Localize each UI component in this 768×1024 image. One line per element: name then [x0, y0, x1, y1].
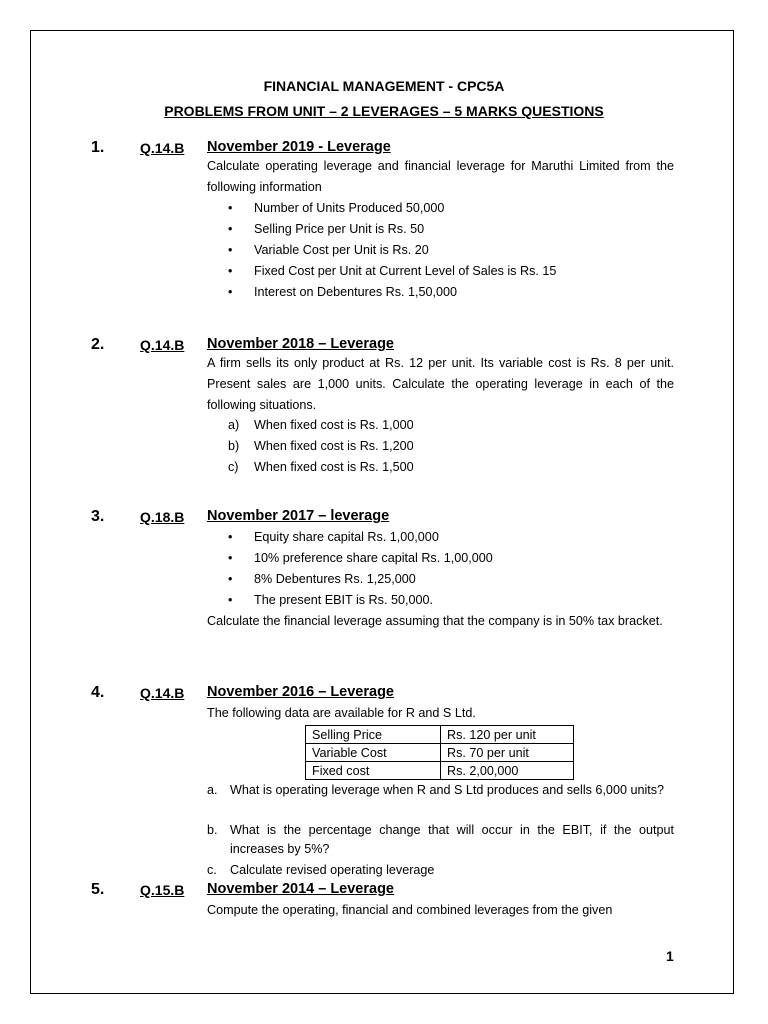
- list-item: [228, 219, 424, 240]
- question-number: 5.: [91, 881, 105, 898]
- list-item-text: The present EBIT is Rs. 50,000.: [254, 593, 433, 607]
- page-number: 1: [666, 948, 674, 964]
- question-number: 2.: [91, 336, 105, 353]
- table-cell: Variable Cost: [306, 744, 441, 762]
- list-item: [228, 548, 493, 569]
- bullet-icon: •: [228, 551, 233, 565]
- question-code: Q.14.B: [140, 140, 185, 156]
- list-marker: b): [228, 439, 240, 453]
- list-marker: b.: [207, 823, 218, 837]
- list-item-text: Number of Units Produced 50,000: [254, 201, 445, 215]
- list-item: [228, 261, 556, 282]
- bullet-icon: •: [228, 530, 233, 544]
- question-code: Q.18.B: [140, 509, 185, 525]
- question-number: 4.: [91, 684, 105, 701]
- bullet-icon: •: [228, 264, 233, 278]
- list-item-text: What is operating leverage when R and S Ltd produces and sells 6,000 units?: [230, 783, 665, 797]
- bullet-icon: •: [228, 593, 233, 607]
- bullet-icon: •: [228, 222, 233, 236]
- table-row: [306, 744, 574, 762]
- list-item-text: 8% Debentures Rs. 1,25,000: [254, 572, 416, 586]
- table-cell: Fixed cost: [306, 762, 441, 780]
- question-text: Compute the operating, financial and combined leverages from the given: [207, 903, 613, 917]
- list-item-text: Fixed Cost per Unit at Current Level of Sales is Rs. 15: [254, 264, 557, 278]
- list-item-text: Interest on Debentures Rs. 1,50,000: [254, 285, 458, 299]
- question-code: Q.14.B: [140, 337, 185, 353]
- document-subtitle: PROBLEMS FROM UNIT – 2 LEVERAGES – 5 MARKS QUESTIONS: [164, 103, 604, 119]
- list-item: [228, 569, 416, 590]
- list-item-text: Selling Price per Unit is Rs. 50: [254, 222, 425, 236]
- question-number: 3.: [91, 508, 105, 525]
- table-cell: Rs. 2,00,000: [441, 762, 574, 780]
- table-cell: Rs. 120 per unit: [441, 726, 574, 744]
- question-text: Calculate operating leverage and financial leverage for Maruthi Limited from the following information: [207, 159, 674, 194]
- list-item: [228, 527, 439, 548]
- list-marker: a): [228, 418, 240, 432]
- list-item: [207, 861, 674, 880]
- table-cell: Rs. 70 per unit: [441, 744, 574, 762]
- list-item: [228, 457, 414, 478]
- list-item: [228, 590, 433, 611]
- list-item-text: When fixed cost is Rs. 1,200: [254, 439, 414, 453]
- bullet-icon: •: [228, 572, 233, 586]
- list-item: [228, 436, 414, 457]
- question-heading: November 2016 – Leverage: [207, 684, 394, 700]
- list-item: [228, 282, 457, 303]
- list-marker: a.: [207, 783, 218, 797]
- bullet-icon: •: [228, 285, 233, 299]
- question-text: Calculate the financial leverage assuming that the company is in 50% tax bracket.: [207, 614, 663, 628]
- question-code: Q.14.B: [140, 685, 185, 701]
- question-text: The following data are available for R and S Ltd.: [207, 706, 476, 720]
- list-item: [207, 821, 674, 859]
- data-table: [305, 725, 574, 780]
- question-heading: November 2018 – Leverage: [207, 336, 394, 352]
- list-item: [228, 415, 414, 436]
- table-row: [306, 762, 574, 780]
- list-item-text: 10% preference share capital Rs. 1,00,000: [254, 551, 493, 565]
- list-item-text: When fixed cost is Rs. 1,000: [254, 418, 414, 432]
- question-text: A firm sells its only product at Rs. 12 per unit. Its variable cost is Rs. 8 per unit. Present sales are 1,000 units. Calculate the operating leverage in each of the following situations.: [207, 356, 674, 412]
- list-item: [228, 198, 444, 219]
- list-item-text: Calculate revised operating leverage: [230, 863, 435, 877]
- list-item-text: Variable Cost per Unit is Rs. 20: [254, 243, 429, 257]
- table-row: [306, 726, 574, 744]
- bullet-icon: •: [228, 201, 233, 215]
- list-item-text: When fixed cost is Rs. 1,500: [254, 460, 414, 474]
- question-code: Q.15.B: [140, 882, 185, 898]
- list-item: [207, 781, 674, 800]
- table-cell: Selling Price: [306, 726, 441, 744]
- list-marker: c.: [207, 863, 217, 877]
- list-marker: c): [228, 460, 239, 474]
- list-item-text: What is the percentage change that will occur in the EBIT, if the output increases by 5%?: [230, 823, 674, 856]
- question-number: 1.: [91, 139, 105, 156]
- question-heading: November 2014 – Leverage: [207, 881, 394, 897]
- bullet-icon: •: [228, 243, 233, 257]
- document-title: FINANCIAL MANAGEMENT - CPC5A: [263, 78, 505, 94]
- question-heading: November 2019 - Leverage: [207, 139, 391, 155]
- question-heading: November 2017 – leverage: [207, 508, 390, 524]
- list-item: [228, 240, 429, 261]
- list-item-text: Equity share capital Rs. 1,00,000: [254, 530, 439, 544]
